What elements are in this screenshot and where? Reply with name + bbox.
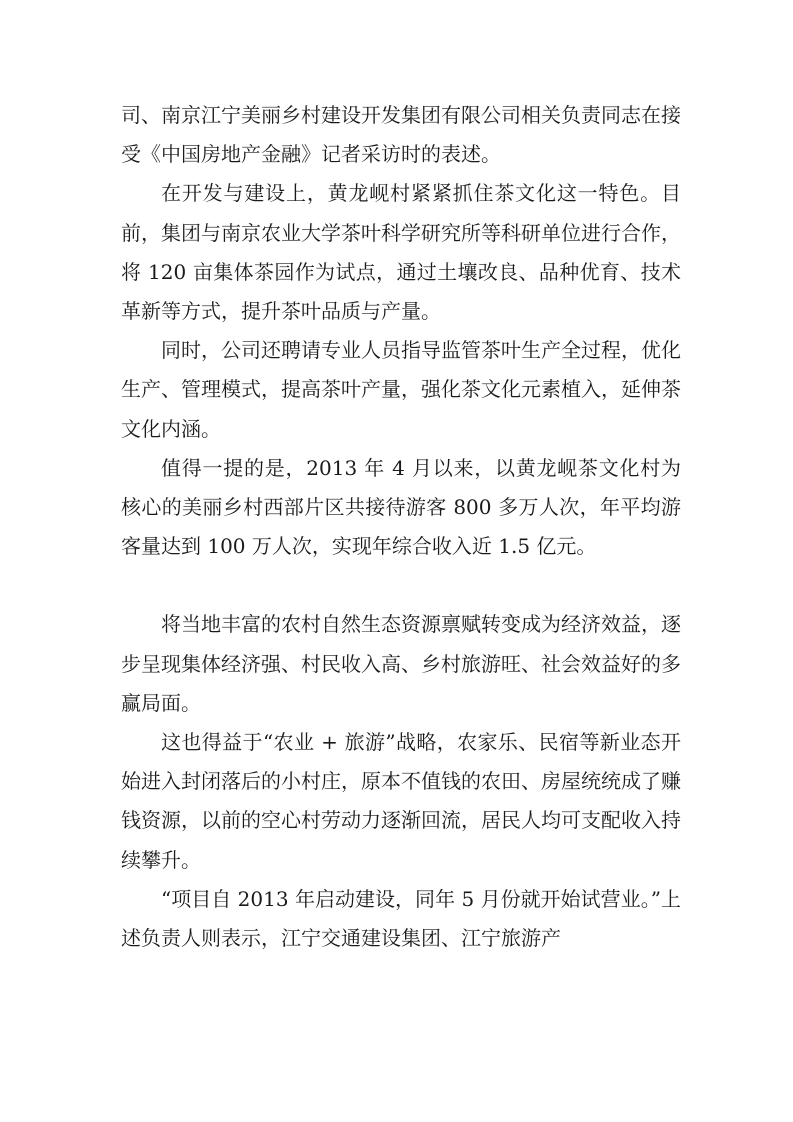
paragraph-4: 值得一提的是，2013 年 4 月以来，以黄龙岘茶文化村为核心的美丽乡村西部片区共接待游客 800 多万人次，年平均游客量达到 100 万人次，实现年综合收入近 1.5 亿元。 xyxy=(121,455,681,559)
paragraph-5: 将当地丰富的农村自然生态资源禀赋转变成为经济效益，逐步呈现集体经济强、村民收入高、乡村旅游旺、社会效益好的多赢局面。 xyxy=(121,612,681,715)
paragraph-6: 这也得益于“农业 + 旅游”战略，农家乐、民宿等新业态开始进入封闭落后的小村庄，原本不值钱的农田、房屋统统成了赚钱资源，以前的空心村劳动力逐渐回流，居民人均可支配收入持续攀升。 xyxy=(121,730,681,872)
paragraph-2: 在开发与建设上，黄龙岘村紧紧抓住茶文化这一特色。目前，集团与南京农业大学茶叶科学研究所等科研单位进行合作，将 120 亩集体茶园作为试点，通过土壤改良、品种优育、技术革新等方式，提升茶叶品质与产量。 xyxy=(121,181,681,324)
paragraph-3: 同时，公司还聘请专业人员指导监管茶叶生产全过程，优化生产、管理模式，提高茶叶产量，强化茶文化元素植入，延伸茶文化内涵。 xyxy=(121,338,681,441)
paragraph-7: “项目自 2013 年启动建设，同年 5 月份就开始试营业。”上述负责人则表示，江宁交通建设集团、江宁旅游产 xyxy=(121,886,681,951)
section-gap xyxy=(121,566,681,605)
paragraph-1: 司、南京江宁美丽乡村建设开发集团有限公司相关负责同志在接受《中国房地产金融》记者采访时的表述。 xyxy=(121,103,681,167)
document-body xyxy=(121,96,681,958)
